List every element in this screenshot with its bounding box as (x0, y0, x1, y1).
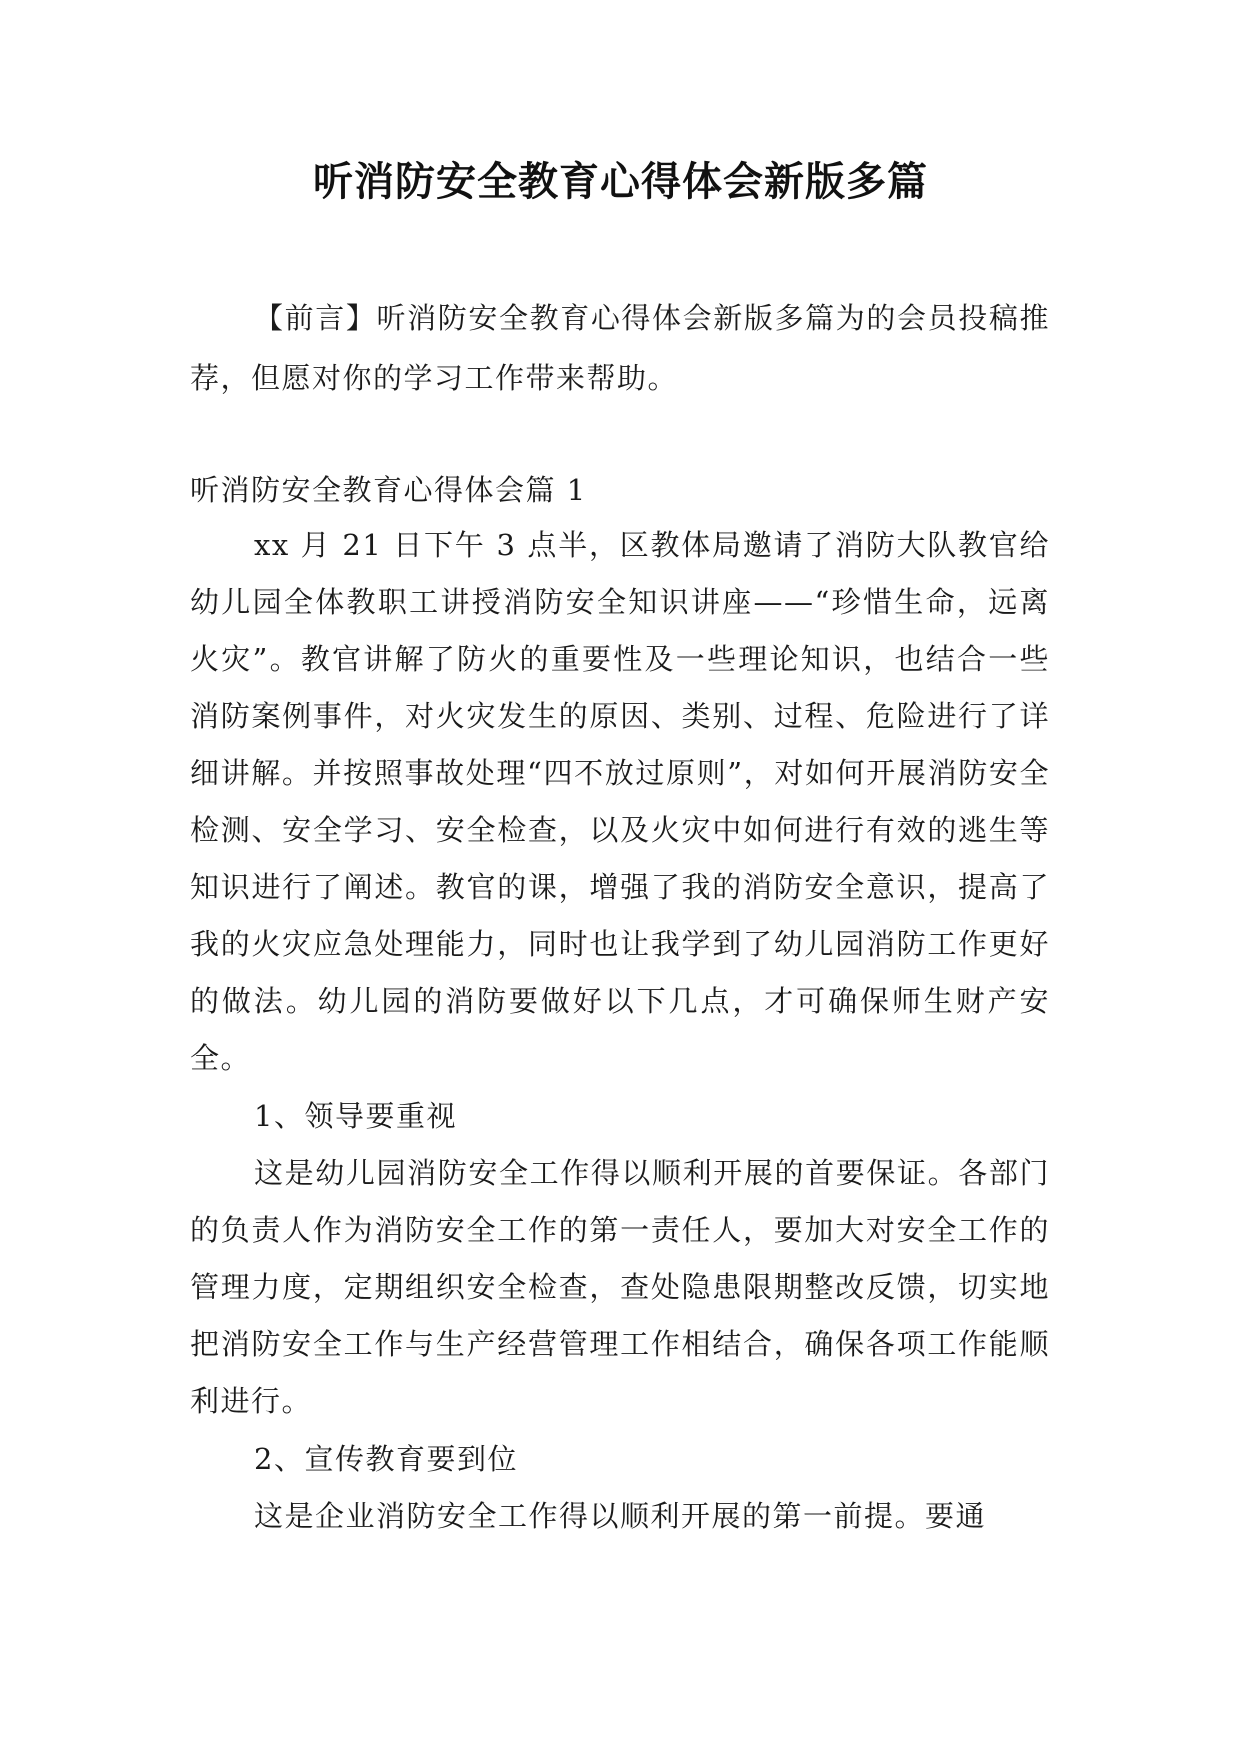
body-paragraph: 这是企业消防安全工作得以顺利开展的第一前提。要通 (254, 1499, 987, 1533)
body-paragraph: xx 月 21 日下午 3 点半，区教体局邀请了消防大队教官给幼儿园全体教职工讲授消防安全知识讲座——“珍惜生命，远离火灾”。教官讲解了防火的重要性及一些理论知识，也结合一些消防案例事件，对火灾发生的原因、类别、过程、危险进行了详细讲解。并按照事故处理“四不放过原则”，对如何开展消防安全检测、安全学习、安全检查，以及火灾中如何进行有效的逃生等知识进行了阐述。教官的课，增强了我的消防安全意识，提高了我的火灾应急处理能力，同时也让我学到了幼儿园消防工作更好的做法。幼儿园的消防要做好以下几点，才可确保师生财产安全。 (190, 528, 1050, 1075)
document-title: 听消防安全教育心得体会新版多篇 (313, 159, 928, 205)
preface-paragraph: 【前言】听消防安全教育心得体会新版多篇为的会员投稿推荐，但愿对你的学习工作带来帮助。 (190, 301, 1050, 395)
numbered-item-heading: 1、领导要重视 (254, 1099, 457, 1133)
body-paragraph: 这是幼儿园消防安全工作得以顺利开展的首要保证。各部门的负责人作为消防安全工作的第一责任人，要加大对安全工作的管理力度，定期组织安全检查，查处隐患限期整改反馈，切实地把消防安全工作与生产经营管理工作相结合，确保各项工作能顺利进行。 (190, 1156, 1050, 1418)
numbered-item-heading: 2、宣传教育要到位 (254, 1442, 518, 1476)
section-heading: 听消防安全教育心得体会篇 1 (190, 473, 587, 507)
